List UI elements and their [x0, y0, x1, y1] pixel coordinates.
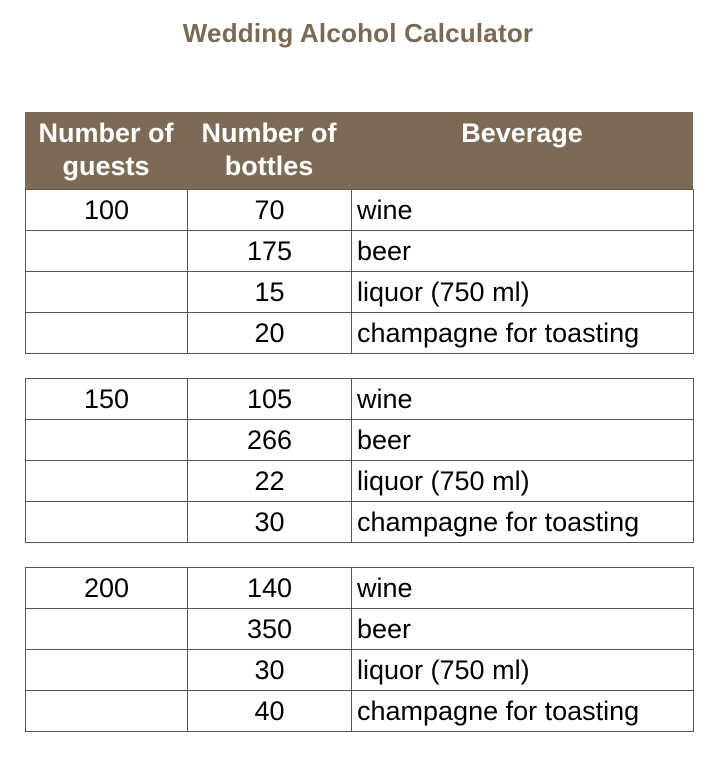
- group-spacer: [25, 543, 693, 567]
- alcohol-calculator-table: [25, 112, 693, 732]
- table-row: [26, 568, 694, 609]
- guest-group-200: [25, 567, 694, 732]
- guest-group-150: [25, 378, 694, 543]
- table-row: [26, 313, 694, 354]
- beverage-cell: liquor (750 ml): [352, 650, 694, 691]
- bottles-cell: 350: [188, 609, 352, 650]
- table-row: [26, 379, 694, 420]
- table-row: [26, 461, 694, 502]
- column-header-beverage: [351, 112, 693, 189]
- guest-group-100: [25, 189, 694, 354]
- column-header-bottles-label: Number of bottles: [201, 118, 337, 181]
- group-spacer: [25, 354, 693, 378]
- column-header-guests: [25, 112, 187, 189]
- table-row: [26, 420, 694, 461]
- beverage-cell: beer: [352, 609, 694, 650]
- bottles-cell: 30: [188, 650, 352, 691]
- guests-cell-empty: [26, 650, 188, 691]
- column-header-guests-label: Number of guests: [38, 118, 174, 181]
- guests-cell: 100: [26, 190, 188, 231]
- guests-cell-empty: [26, 502, 188, 543]
- guests-cell-empty: [26, 313, 188, 354]
- guests-cell: 200: [26, 568, 188, 609]
- guests-cell: 150: [26, 379, 188, 420]
- bottles-cell: 22: [188, 461, 352, 502]
- table-row: [26, 272, 694, 313]
- beverage-cell: wine: [352, 568, 694, 609]
- table-row: [26, 502, 694, 543]
- header-table: [25, 112, 693, 189]
- guests-cell-empty: [26, 272, 188, 313]
- beverage-cell: champagne for toasting: [352, 502, 694, 543]
- beverage-cell: wine: [352, 190, 694, 231]
- header-row: [25, 112, 693, 189]
- beverage-cell: liquor (750 ml): [352, 461, 694, 502]
- bottles-cell: 140: [188, 568, 352, 609]
- beverage-cell: champagne for toasting: [352, 313, 694, 354]
- bottles-cell: 30: [188, 502, 352, 543]
- beverage-cell: wine: [352, 379, 694, 420]
- bottles-cell: 40: [188, 691, 352, 732]
- bottles-cell: 70: [188, 190, 352, 231]
- column-header-bottles: [187, 112, 351, 189]
- table-row: [26, 190, 694, 231]
- column-header-beverage-label: Beverage: [461, 118, 583, 148]
- bottles-cell: 175: [188, 231, 352, 272]
- table-row: [26, 691, 694, 732]
- bottles-cell: 15: [188, 272, 352, 313]
- guests-cell-empty: [26, 609, 188, 650]
- table-row: [26, 650, 694, 691]
- bottles-cell: 20: [188, 313, 352, 354]
- guests-cell-empty: [26, 231, 188, 272]
- guests-cell-empty: [26, 420, 188, 461]
- table-row: [26, 609, 694, 650]
- table-row: [26, 231, 694, 272]
- bottles-cell: 105: [188, 379, 352, 420]
- beverage-cell: beer: [352, 420, 694, 461]
- beverage-cell: beer: [352, 231, 694, 272]
- guests-cell-empty: [26, 461, 188, 502]
- beverage-cell: liquor (750 ml): [352, 272, 694, 313]
- page-title: Wedding Alcohol Calculator: [182, 18, 534, 48]
- guests-cell-empty: [26, 691, 188, 732]
- beverage-cell: champagne for toasting: [352, 691, 694, 732]
- bottles-cell: 266: [188, 420, 352, 461]
